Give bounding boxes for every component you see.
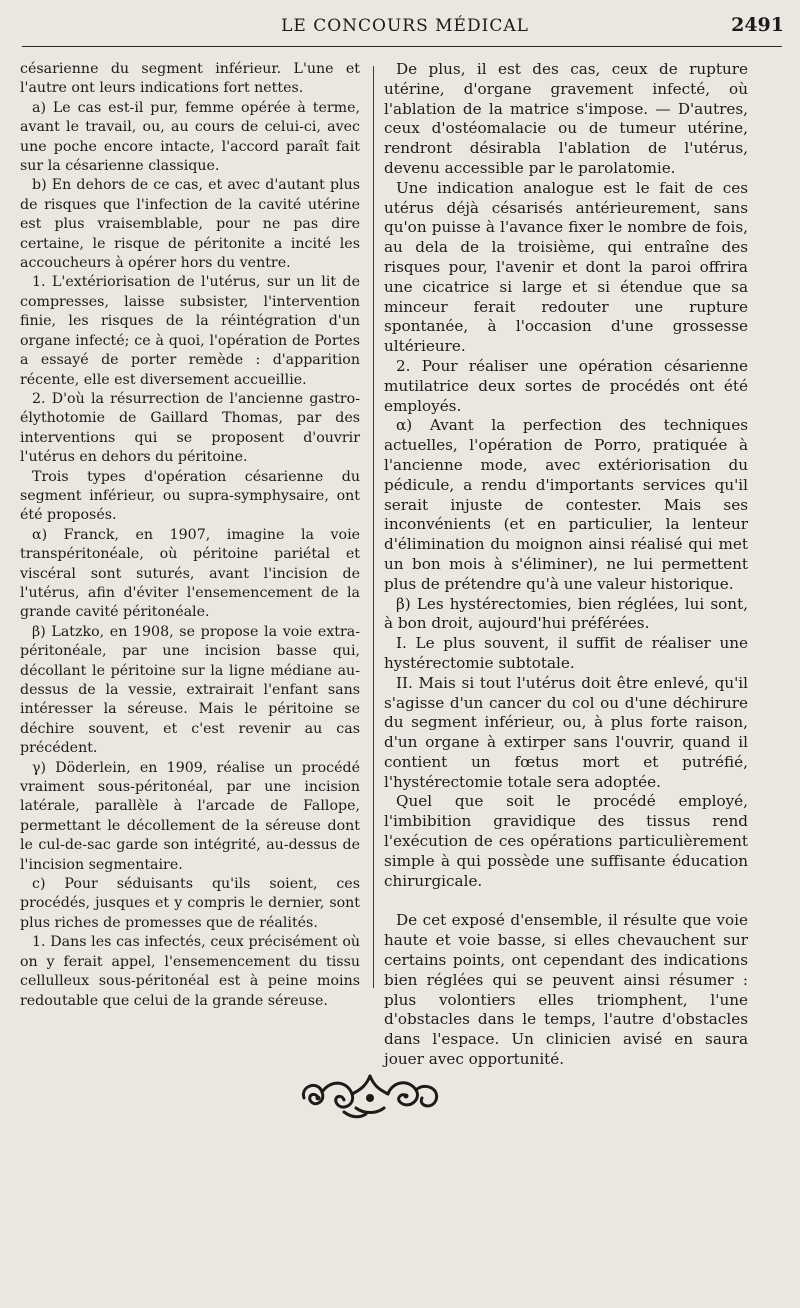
column-divider (373, 66, 374, 988)
header-rule (22, 46, 782, 47)
paragraph: césarienne du segment inférieur. L'une et l'autre ont leurs indications fort nettes. (20, 61, 360, 97)
paragraph: β) Latzko, en 1908, se propose la voie extra-péritonéale, par une incision basse qui, décollant le péritoine sur la ligne médiane au-dessus de la vessie, extrairait l'enfant sans intéresser la séreuse. Mais le péritoine se déchire souvent, et c'est revenir au cas précédent. (20, 623, 360, 757)
paragraph: a) Le cas est-il pur, femme opérée à terme, avant le travail, ou, au cours de celui-ci, avec une poche encore intacte, l'accord paraît fait sur la césarienne classique. (20, 99, 360, 175)
paragraph: c) Pour séduisants qu'ils soient, ces procédés, jusques et y compris le dernier, sont plus riches de promesses que de réalités. (20, 876, 360, 931)
paragraph: 2. Pour réaliser une opération césarienne mutilatrice deux sortes de procédés ont été employés. (384, 356, 748, 415)
paragraph: Quel que soit le procédé employé, l'imbibition gravidique des tissus rend l'exécution de ces opérations particulièrement simple à qui possède une suffisante éducation chirurgicale. (384, 792, 748, 890)
paragraph: I. Le plus souvent, il suffit de réaliser une hystérectomie subtotale. (384, 634, 748, 672)
paragraph: γ) Döderlein, en 1909, réalise un procédé vraiment sous-péritonéal, par une incision latérale, parallèle à l'arcade de Fallope, permettant le décollement de la séreuse dont le cul-de-sac garde son intégrité, au-dessus de l'incision segmentaire. (20, 759, 360, 873)
conclusion-paragraph: De cet exposé d'ensemble, il résulte que voie haute et voie basse, si elles chevauchent sur certains points, ont cependant des indications bien réglées qui se peuvent ainsi résumer : plus volontiers elles triomphent, l'une d'obstacles dans le temps, l'autre d'obstacles dans l'espace. Un clinicien avisé en saura jouer avec opportunité. (384, 911, 748, 1069)
paragraph: b) En dehors de ce cas, et avec d'autant plus de risques que l'infection de la cavité utérine est plus vraisemblable, pour ne pas dire certaine, le risque de péritonite a incité les accoucheurs à opérer hors du ventre. (20, 177, 360, 272)
page-number: 2491 (731, 14, 784, 36)
paragraph: De plus, il est des cas, ceux de rupture utérine, d'organe gravement infecté, où l'ablation de la matrice s'impose. — D'autres, ceux d'ostéomalacie ou de tumeur utérine, rendront désirabla l'ablation de l'utérus, devenu accessible par le parolatomie. (384, 60, 748, 177)
paragraph: β) Les hystérectomies, bien réglées, lui sont, à bon droit, aujourd'hui préférées. (384, 594, 748, 633)
running-title: LE CONCOURS MÉDICAL (281, 16, 529, 36)
paragraph: Trois types d'opération césarienne du segment inférieur, ou supra-symphysaire, ont été proposés. (20, 468, 360, 524)
paragraph: 1. L'extériorisation de l'utérus, sur un lit de compresses, laisse subsister, l'intervention finie, les risques de la réintégration d'un organe infecté; ce à quoi, l'opération de Portes a essayé de porter remède : d'apparition récente, elle est diversement accueillie. (20, 274, 360, 388)
left-column (20, 60, 360, 1011)
paragraph: α) Avant la perfection des techniques actuelles, l'opération de Porro, pratiquée à l'ancienne mode, avec extériorisation du pédicule, a rendu d'importants services qu'il serait injuste de contester. Mais ses inconvénients (et en particulier, la lenteur d'élimination du moignon ainsi réalisé qui met un bon mois à s'éliminer), ne lui permettent plus de prétendre qu'à une valeur historique. (384, 416, 748, 593)
fleuron-ornament-icon (296, 1068, 444, 1122)
paragraph: α) Franck, en 1907, imagine la voie transpéritonéale, où péritoine pariétal et viscéral sont suturés, avant l'incision de l'utérus, afin d'éviter l'ensemencement de la grande cavité péritonéale. (20, 526, 360, 621)
paragraph: Une indication analogue est le fait de ces utérus déjà césarisés antérieurement, sans qu'on puisse à l'avance fixer le nombre de fois, au dela de la troisième, qui entraîne des risques pour, l'avenir et dont la paroi offrira une cicatrice si large et si étendue que sa minceur ferait redouter une rupture spontanée, à l'occasion d'une grossesse ultérieure. (384, 178, 748, 356)
paragraph: 1. Dans les cas infectés, ceux précisément où on y ferait appel, l'ensemencement du tissu cellulleux sous-péritonéal est à peine moins redoutable que celui de la grande séreuse. (20, 934, 360, 1009)
right-column (384, 60, 748, 1070)
paragraph: II. Mais si tout l'utérus doit être enlevé, qu'il s'agisse d'un cancer du col ou d'une déchirure du segment inférieur, ou, à plus forte raison, d'un organe à extirper sans l'ouvrir, quand il contient un fœtus mort et putréfié, l'hystérectomie totale sera adoptée. (384, 673, 748, 791)
paragraph: 2. D'où la résurrection de l'ancienne gastro-élythotomie de Gaillard Thomas, par des interventions qui se proposent d'ouvrir l'utérus en dehors du péritoine. (20, 390, 360, 466)
page-header (20, 14, 790, 42)
